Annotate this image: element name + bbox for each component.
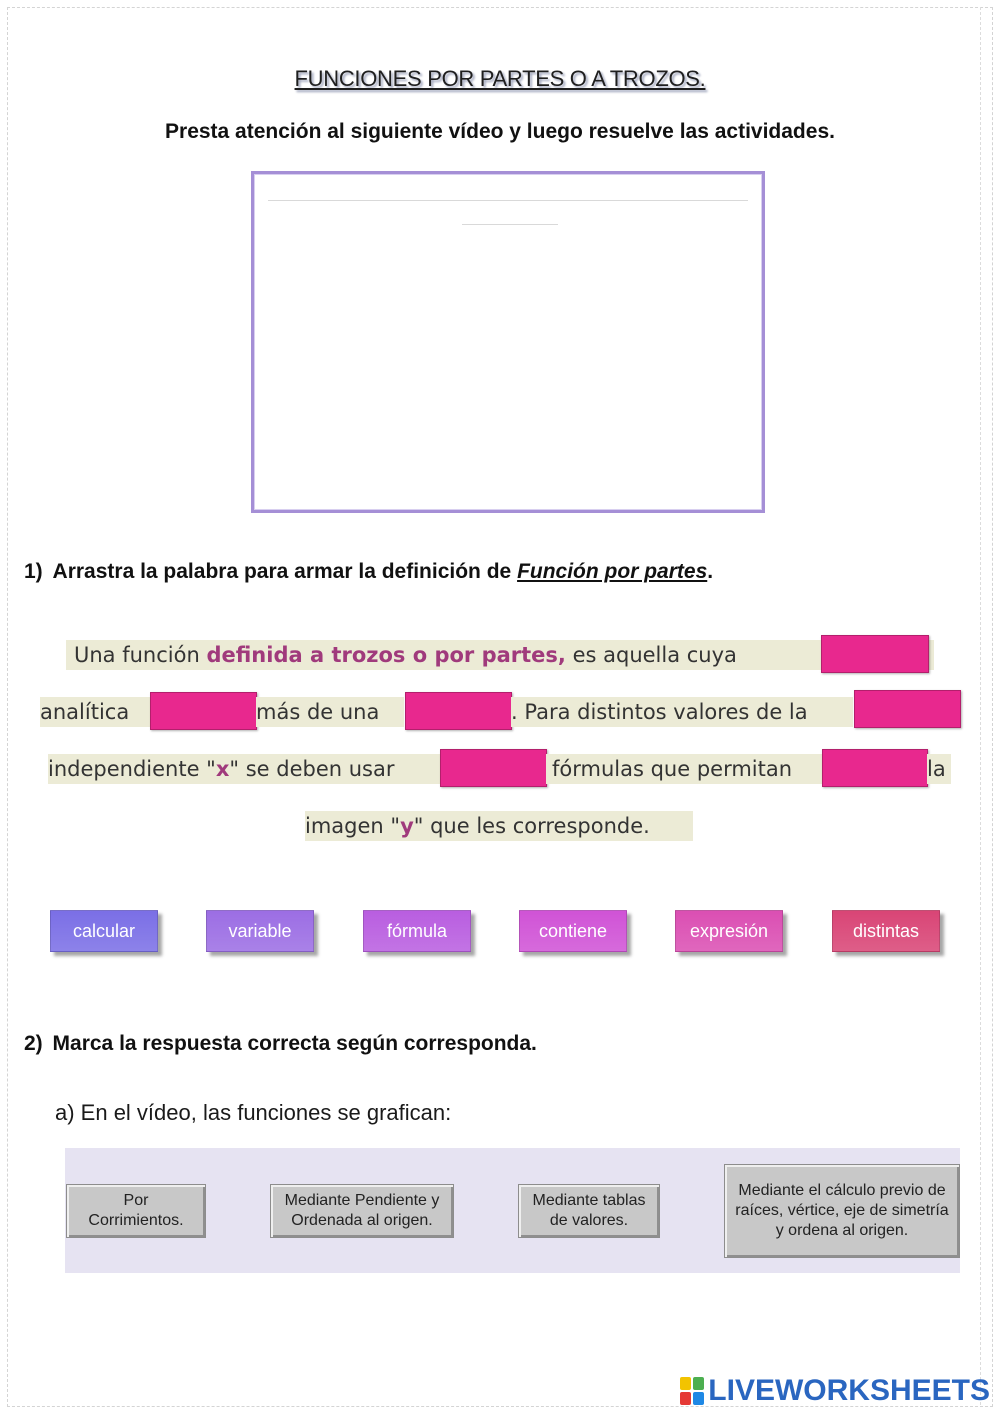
- word-contiene[interactable]: contiene: [519, 910, 627, 952]
- option-text: raíces, vértice, eje de simetría: [735, 1202, 949, 1219]
- definition-variable-x: x: [215, 757, 230, 781]
- option-tablas-valores[interactable]: [518, 1184, 660, 1238]
- option-text: Por: [123, 1192, 149, 1209]
- definition-line-2c: [511, 697, 853, 727]
- definition-text: es aquella cuya: [565, 643, 737, 667]
- question-2: [24, 1032, 537, 1056]
- definition-line-3a: [48, 754, 440, 784]
- question-number: 1): [24, 560, 43, 583]
- question-text: Marca la respuesta correcta según corresponda.: [52, 1032, 537, 1055]
- liveworksheets-logo: [680, 1374, 990, 1408]
- definition-text: " se deben usar: [229, 757, 395, 781]
- instructions: Presta atención al siguiente vídeo y luego resuelve las actividades.: [165, 120, 835, 143]
- option-text: de valores.: [549, 1212, 629, 1229]
- word-distintas[interactable]: distintas: [832, 910, 940, 952]
- word-expresion[interactable]: expresión: [675, 910, 783, 952]
- definition-line-3b: [546, 754, 822, 784]
- definition-text: analítica: [40, 700, 130, 724]
- option-pendiente-ordenada[interactable]: [270, 1184, 454, 1238]
- word-calcular[interactable]: calcular: [50, 910, 158, 952]
- question-text: Arrastra la palabra para armar la definición de: [52, 560, 518, 583]
- question-1: [24, 560, 713, 584]
- definition-bold-text: definida a trozos o por partes,: [206, 643, 566, 667]
- definition-line-2b: [256, 697, 404, 727]
- definition-text: más de una: [256, 700, 380, 724]
- definition-line-2a: [40, 697, 150, 727]
- video-line: [462, 224, 558, 225]
- definition-text: Una función: [74, 643, 207, 667]
- sub-question-a: a) En el vídeo, las funciones se grafican:: [55, 1100, 452, 1125]
- option-text: y ordena al origen.: [775, 1222, 909, 1239]
- definition-text: " que les corresponde.: [413, 814, 650, 838]
- option-calculo-previo[interactable]: [724, 1164, 960, 1258]
- drop-blank-5[interactable]: [440, 749, 547, 787]
- definition-text: imagen ": [305, 814, 401, 838]
- question-emphasis: Función por partes: [517, 560, 708, 583]
- definition-text: la: [927, 757, 946, 781]
- drop-blank-3[interactable]: [405, 692, 512, 730]
- definition-text: independiente ": [48, 757, 216, 781]
- drop-blank-6[interactable]: [822, 749, 928, 787]
- option-text: Mediante tablas: [532, 1192, 646, 1209]
- question-number: 2): [24, 1032, 43, 1055]
- video-line: [268, 200, 748, 201]
- drop-blank-4[interactable]: [854, 690, 961, 728]
- definition-line-1: [66, 640, 934, 670]
- option-text: Mediante el cálculo previo de: [738, 1182, 946, 1199]
- option-corrimientos[interactable]: [66, 1184, 206, 1238]
- page-title: FUNCIONES POR PARTES O A TROZOS.: [294, 66, 706, 91]
- video-player[interactable]: [251, 171, 765, 513]
- word-variable[interactable]: variable: [206, 910, 314, 952]
- question-end: .: [707, 560, 714, 583]
- logo-mark-icon: [680, 1377, 704, 1405]
- drop-blank-2[interactable]: [150, 692, 257, 730]
- definition-variable-y: y: [400, 814, 414, 838]
- option-text: Corrimientos.: [88, 1212, 184, 1229]
- option-text: Mediante Pendiente y: [284, 1192, 440, 1209]
- word-formula[interactable]: fórmula: [363, 910, 471, 952]
- definition-text: fórmulas que permitan: [552, 757, 793, 781]
- definition-text: . Para distintos valores de la: [511, 700, 808, 724]
- logo-text: LIVEWORKSHEETS: [708, 1374, 990, 1407]
- definition-line-3c: [927, 754, 951, 784]
- drop-blank-1[interactable]: [821, 635, 929, 673]
- option-text: Ordenada al origen.: [291, 1212, 433, 1229]
- page-border-right: [980, 7, 987, 1405]
- definition-line-4: [305, 811, 693, 841]
